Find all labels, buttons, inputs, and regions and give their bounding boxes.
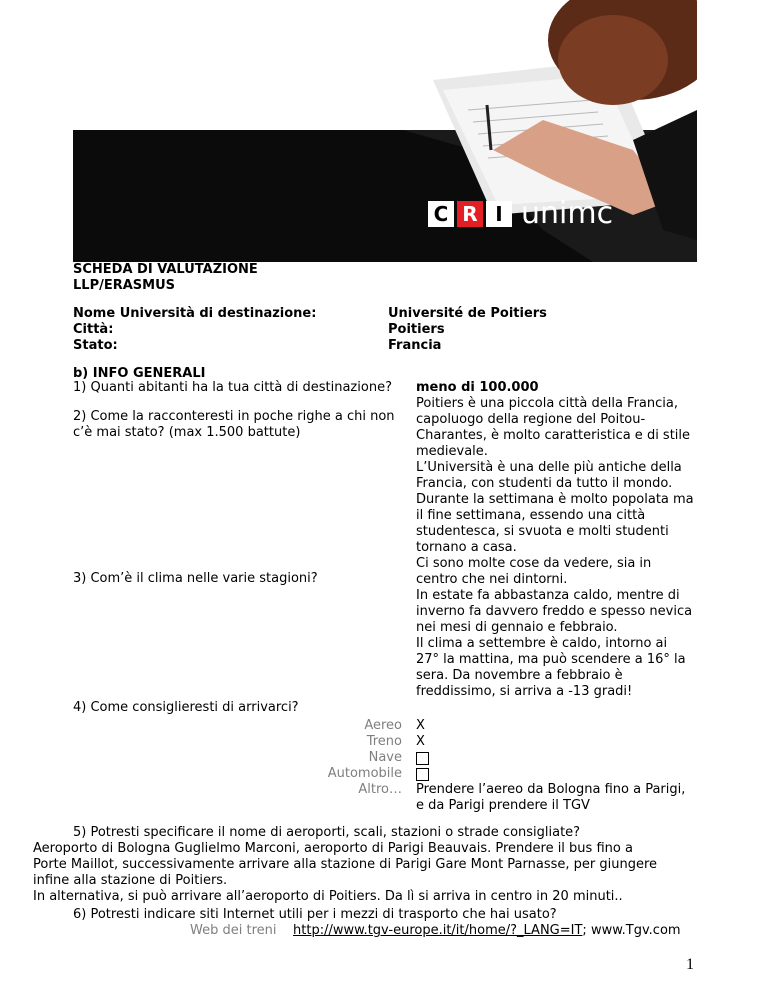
answer-2-line: medievale. [416, 444, 488, 459]
logo-letter-i: I [486, 201, 512, 227]
transport-checkbox-nave[interactable] [416, 752, 429, 765]
answer-2-line: Francia, con studenti da tutto il mondo. [416, 476, 673, 491]
answer-3 [416, 588, 706, 700]
logo-letter-r: R [457, 201, 483, 227]
answer-2-line: Durante la settimana è molto popolata ma [416, 492, 694, 507]
city-value: Poitiers [388, 322, 445, 337]
answer-2-line: Ci sono molte cose da vedere, sia in [416, 556, 652, 571]
logo-word: unimc [521, 196, 614, 231]
answer-2-line: studentesca, si svuota e molti studenti [416, 524, 669, 539]
answer-3-line: 27° la mattina, ma può scendere a 16° la [416, 652, 686, 667]
transport-label-nave: Nave [368, 750, 402, 765]
answer-5-line: In alternativa, si può arrivare all’aeroporto di Poitiers. Da lì si arriva in centro in 20 minuti.. [33, 889, 623, 904]
university-value: Université de Poitiers [388, 306, 547, 321]
answer-2-line: il fine settimana, essendo una città [416, 508, 646, 523]
country-label: Stato: [73, 338, 118, 353]
web-separator: ; [582, 923, 587, 938]
answer-3-line: sera. Da novembre a febbraio è [416, 668, 623, 683]
answer-2-line: Poitiers è una piccola città della Francia, [416, 396, 678, 411]
cri-unimc-logo [428, 196, 614, 231]
question-4: 4) Come consiglieresti di arrivarci? [73, 700, 299, 715]
logo-letter-c: C [428, 201, 454, 227]
answer-2-line: tornano a casa. [416, 540, 517, 555]
altro-answer-line2: e da Parigi prendere il TGV [416, 798, 590, 813]
question-1: 1) Quanti abitanti ha la tua città di destinazione? [73, 380, 392, 395]
answer-2 [416, 396, 706, 588]
answer-2-line: capoluogo della regione del Poitou- [416, 412, 646, 427]
form-title-line1: SCHEDA DI VALUTAZIONE [73, 262, 258, 277]
web-label: Web dei treni [190, 923, 277, 938]
page-number: 1 [686, 956, 694, 973]
question-5: 5) Potresti specificare il nome di aeroporti, scali, stazioni o strade consigliate? [73, 825, 581, 840]
transport-label-treno: Treno [366, 734, 402, 749]
answer-3-line: nei mesi di gennaio e febbraio. [416, 620, 618, 635]
country-value: Francia [388, 338, 442, 353]
question-6: 6) Potresti indicare siti Internet utili per i mezzi di trasporto che hai usato? [73, 907, 557, 922]
question-2-line1: 2) Come la racconteresti in poche righe a chi non [73, 409, 395, 424]
altro-answer-line1: Prendere l’aereo da Bologna fino a Parigi, [416, 782, 686, 797]
question-3: 3) Com’è il clima nelle varie stagioni? [73, 571, 318, 586]
answer-5-line: infine alla stazione di Poitiers. [33, 873, 228, 888]
transport-label-automobile: Automobile [327, 766, 402, 781]
answer-3-line: In estate fa abbastanza caldo, mentre di [416, 588, 680, 603]
answer-5-line: Porte Maillot, successivamente arrivare alla stazione di Parigi Gare Mont Parnasse, per giungere [33, 857, 658, 872]
transport-mark-treno[interactable]: X [416, 734, 425, 749]
section-heading: b) INFO GENERALI [73, 366, 206, 381]
answer-5 [33, 841, 733, 905]
answer-2-line: L’Università è una delle più antiche della [416, 460, 682, 475]
university-label: Nome Università di destinazione: [73, 306, 317, 321]
answer-3-line: freddissimo, si arriva a -13 gradi! [416, 684, 633, 699]
tgv-com-text: www.Tgv.com [590, 923, 681, 938]
answer-3-line: inverno fa davvero freddo e spesso nevica [416, 604, 693, 619]
web-row [190, 923, 681, 939]
form-title-line2: LLP/ERASMUS [73, 278, 176, 293]
answer-5-line: Aeroporto di Bologna Guglielmo Marconi, aeroporto di Parigi Beauvais. Prendere il bus fino a [33, 841, 633, 856]
answer-2-line: centro che nei dintorni. [416, 572, 568, 587]
transport-checkbox-automobile[interactable] [416, 768, 429, 781]
answer-2-line: Charantes, è molto caratteristica e di stile [416, 428, 691, 443]
transport-label-aereo: Aereo [364, 718, 402, 733]
answer-1: meno di 100.000 [416, 380, 539, 395]
answer-3-line: Il clima a settembre è caldo, intorno ai [416, 636, 668, 651]
transport-mark-aereo[interactable]: X [416, 718, 425, 733]
question-2-line2: c’è mai stato? (max 1.500 battute) [73, 425, 301, 440]
transport-label-altro: Altro… [358, 782, 402, 797]
tgv-europe-link[interactable]: http://www.tgv-europe.it/it/home/?_LANG=IT [293, 923, 583, 938]
city-label: Città: [73, 322, 114, 337]
